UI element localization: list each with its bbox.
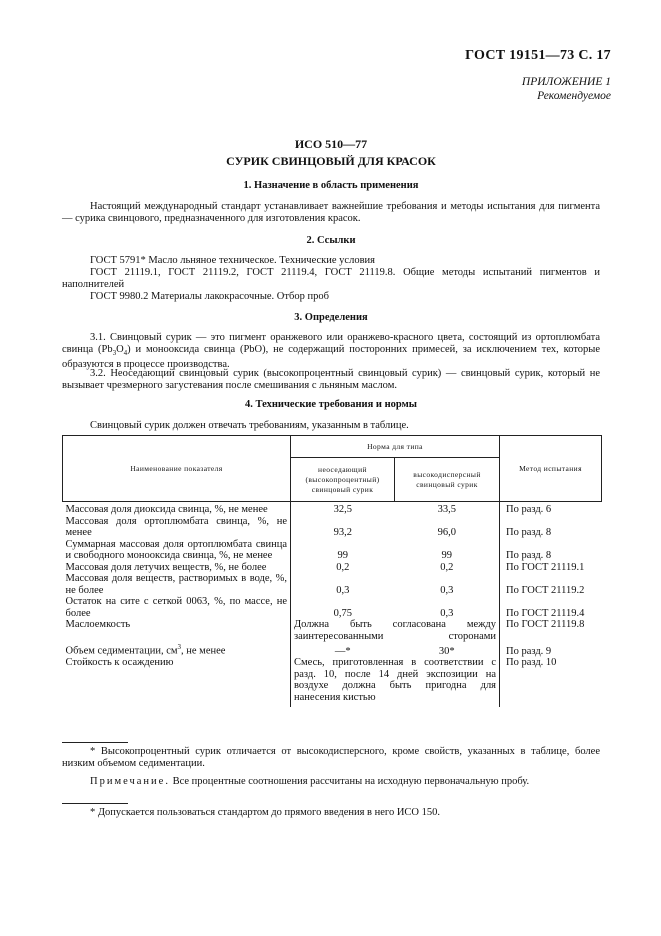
reference-item: ГОСТ 9980.2 Материалы лакокрасочные. Отбор проб [90, 291, 329, 302]
page-header: ГОСТ 19151—73 С. 17 [465, 48, 611, 63]
standard-number: ИСО 510—77 [294, 137, 368, 151]
section-4-heading: 4. Технические требования и нормы [245, 399, 417, 410]
table-row: Массовая доля веществ, растворимых в воде, %, не более 0,3 0,3 По ГОСТ 21119.2 [63, 573, 602, 596]
remark [62, 776, 600, 788]
header-type-nonsettling: неоседающий (высокопроцентный) свинцовый сурик [291, 458, 395, 502]
table-row: Остаток на сите с сеткой 0063, %, по массе, не более 0,75 0,3 По ГОСТ 21119.4 [63, 596, 602, 619]
table-row: Суммарная массовая доля ортоплюмбата свинца и свободного монооксида свинца, %, не менее 99 99 По разд. 8 [63, 539, 602, 562]
reference-item: ГОСТ 5791* Масло льняное техническое. Технические условия [90, 255, 375, 266]
definition-3-1: 3.1. Свинцовый сурик — это пигмент оранжевого или оранжево-красного цвета, состоящий из ортоплюмбата свинца $(Pb_3O_4)$ и монооксида свинца (PbO), не содержащий посторонних примесей, за исключением тех, которые образуются в процессе производства. [62, 332, 600, 371]
requirements-table [62, 435, 602, 707]
section-4-intro: Свинцовый сурик должен отвечать требованиям, указанным в таблице. [90, 420, 409, 431]
section-3-heading: 3. Определения [294, 312, 368, 323]
table-row: Массовая доля ортоплюмбата свинца, %, не менее 93,2 96,0 По разд. 8 [63, 516, 602, 539]
appendix-status: Рекомендуемое [537, 90, 611, 102]
remark-label: Примечание. [90, 776, 170, 787]
section-1-text: Настоящий международный стандарт устанавливает важнейшие требования и методы испытания для пигмента — сурика свинцового, предназначенного для изготовления красок. [62, 201, 600, 224]
header-type-dispersed: высокодисперсный свинцовый сурик [395, 458, 500, 502]
header-norm: Норма для типа [291, 436, 500, 458]
table-row: Массовая доля диоксида свинца, %, не менее 32,5 33,5 По разд. 6 [63, 502, 602, 516]
remark-text: Все процентные соотношения рассчитаны на исходную первоначальную пробу. [169, 776, 530, 787]
table-row: Маслоемкость Должна быть согласована между заинтересованными сторонами По ГОСТ 21119.8 [63, 619, 602, 642]
footnote-divider [62, 742, 128, 743]
table-row: Стойкость к осаждению Смесь, приготовленная в соответствии с разд. 10, после 14 дней экспозиции на воздухе должна быть пригодна для нанесения кистью По разд. 10 [63, 657, 602, 707]
footnote-divider [62, 803, 128, 804]
definition-3-2: 3.2. Неоседающий свинцовый сурик (высокопроцентный свинцовый сурик) — свинцовый сурик, который не вызывает чрезмерного загустевания после смешивания с льняным маслом. [62, 368, 600, 391]
header-method: Метод испытания [500, 436, 602, 502]
table-footnote: * Высокопроцентный сурик отличается от высокодисперсного, кроме свойств, указанных в таблице, более низким объемом седиментации. [62, 746, 600, 769]
document-title: СУРИК СВИНЦОВЫЙ ДЛЯ КРАСОК [226, 154, 436, 168]
appendix-block [522, 75, 611, 103]
table-row: Массовая доля летучих веществ, %, не более 0,2 0,2 По ГОСТ 21119.1 [63, 562, 602, 574]
appendix-label: ПРИЛОЖЕНИЕ 1 [521, 76, 611, 88]
header-parameter: Наименование показателя [63, 436, 291, 502]
section-1-heading: 1. Назначение в область применения [243, 180, 419, 191]
section-2-heading: 2. Ссылки [306, 235, 356, 246]
table-row: Объем седиментации, $см^3$, не менее —* 30* По разд. 9 [63, 642, 602, 657]
gost-footnote: * Допускается пользоваться стандартом до прямого введения в него ИСО 150. [90, 807, 441, 818]
reference-item: ГОСТ 21119.1, ГОСТ 21119.2, ГОСТ 21119.4, ГОСТ 21119.8. Общие методы испытаний пигментов и наполнителей [62, 267, 600, 290]
